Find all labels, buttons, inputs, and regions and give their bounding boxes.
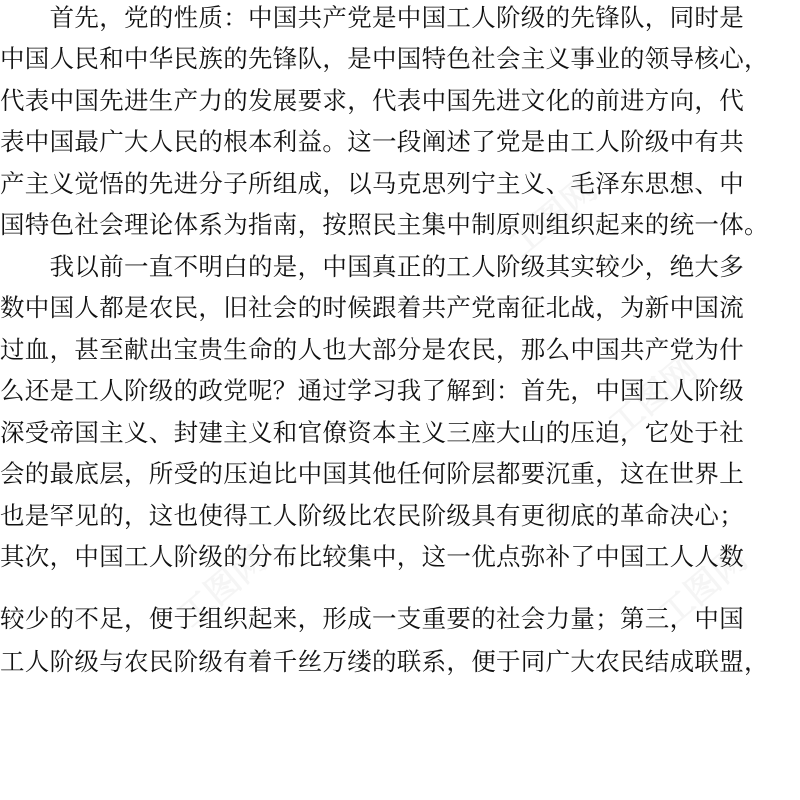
text-line: 深受帝国主义、封建主义和官僚资本主义三座大山的压迫，它处于社: [0, 418, 744, 447]
text-line: 较少的不足，便于组织起来，形成一支重要的社会力量；第三，中国: [0, 604, 744, 633]
text-line: 我以前一直不明白的是，中国真正的工人阶级其实较少，绝大多: [0, 252, 744, 281]
text-line: 中国人民和中华民族的先锋队，是中国特色社会主义事业的领导核心，: [0, 44, 769, 73]
text-line: 过血，甚至献出宝贵生命的人也大部分是农民，那么中国共产党为什: [0, 335, 744, 364]
text-line: 首先，党的性质：中国共产党是中国工人阶级的先锋队，同时是: [0, 3, 744, 32]
text-line: 其次，中国工人阶级的分布比较集中，这一优点弥补了中国工人人数: [0, 542, 744, 571]
text-line: 国特色社会理论体系为指南，按照民主集中制原则组织起来的统一体。: [0, 210, 769, 239]
text-line: 产主义觉悟的先进分子所组成，以马克思列宁主义、毛泽东思想、中: [0, 169, 744, 198]
text-line: 么还是工人阶级的政党呢？通过学习我了解到：首先，中国工人阶级: [0, 376, 744, 405]
text-line: 代表中国先进生产力的发展要求，代表中国先进文化的前进方向，代: [0, 86, 744, 115]
text-line: 表中国最广大人民的根本利益。这一段阐述了党是由工人阶级中有共: [0, 127, 744, 156]
text-line: 工人阶级与农民阶级有着千丝万缕的联系，便于同广大农民结成联盟，: [0, 647, 769, 676]
text-line: 会的最底层，所受的压迫比中国其他任何阶层都要沉重，这在世界上: [0, 459, 744, 488]
text-line: 数中国人都是农民，旧社会的时候跟着共产党南征北战，为新中国流: [0, 293, 744, 322]
text-line: 也是罕见的，这也使得工人阶级比农民阶级具有更彻底的革命决心；: [0, 501, 744, 530]
